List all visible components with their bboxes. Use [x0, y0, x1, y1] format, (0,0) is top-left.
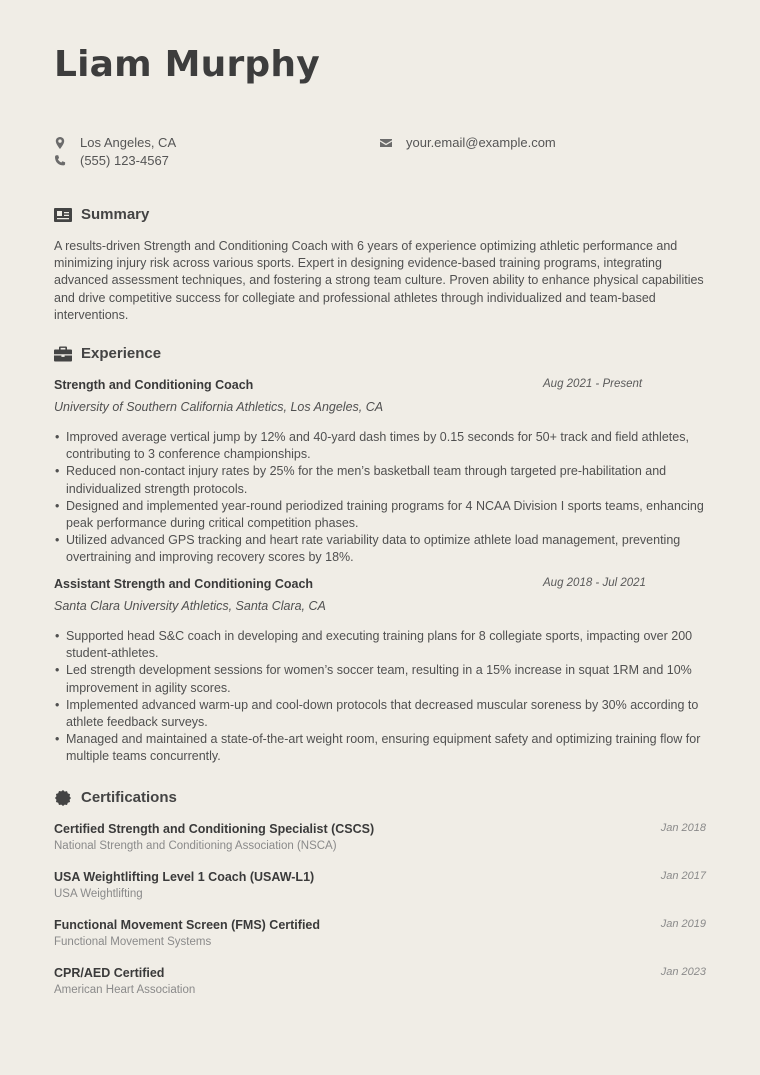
list-item: • Reduced non-contact injury rates by 25% for the men’s basketball team through targeted pre-habilitation and individualized strength protocols. — [54, 463, 706, 497]
list-item: • Implemented advanced warm-up and cool-down protocols that decreased muscular soreness by 30% according to athlete feedback surveys. — [54, 697, 706, 731]
summary-heading-text: Summary — [81, 206, 150, 223]
job-organization: University of Southern California Athletics, Los Angeles, CA — [54, 400, 384, 414]
contact-phone — [54, 153, 169, 168]
cert-organization: National Strength and Conditioning Association (NSCA) — [54, 840, 337, 852]
cert-date: Jan 2019 — [660, 918, 706, 930]
list-item: • Managed and maintained a state-of-the-art weight room, ensuring equipment safety and optimizing training flow for multiple teams concurrently. — [54, 731, 706, 765]
job-bullets — [54, 429, 706, 567]
job-date: Aug 2018 - Jul 2021 — [543, 577, 646, 589]
list-item: • Designed and implemented year-round periodized training programs for 4 NCAA Division I sports teams, enhancing peak performance during critical competition phases. — [54, 498, 706, 532]
map-pin-icon — [54, 137, 66, 149]
cert-date: Jan 2017 — [660, 870, 706, 882]
cert-date: Jan 2018 — [660, 822, 706, 834]
cert-organization: Functional Movement Systems — [54, 936, 212, 948]
phone-text: (555) 123-4567 — [80, 153, 169, 168]
certifications-heading — [54, 789, 177, 806]
summary-text: A results-driven Strength and Conditioning Coach with 6 years of experience optimizing athletic performance and minimizing injury risk across various sports. Expert in designing evidence-based training programs, integrating advanced assessment techniques, and fostering a strong team culture. Proven ability to enhance physical capabilities and drive competitive success for collegiate and professional athletes through individualized and team-based interventions. — [54, 239, 704, 322]
list-item: • Supported head S&C coach in developing and executing training plans for 8 collegiate sports, impacting over 200 student-athletes. — [54, 628, 706, 662]
certifications-heading-text: Certifications — [81, 789, 177, 806]
job-title: Assistant Strength and Conditioning Coach — [54, 577, 314, 591]
phone-icon — [54, 155, 66, 167]
badge-icon — [54, 790, 72, 806]
id-card-icon — [54, 207, 72, 223]
list-item: • Led strength development sessions for women’s soccer team, resulting in a 15% increase in squat 1RM and 10% improvement in agility scores. — [54, 662, 706, 696]
cert-title: Certified Strength and Conditioning Specialist (CSCS) — [54, 822, 375, 836]
candidate-name: Liam Murphy — [54, 44, 320, 85]
contact-email — [380, 135, 556, 150]
summary-heading — [54, 206, 149, 223]
email-link[interactable]: your.email@example.com — [406, 135, 556, 150]
location-text: Los Angeles, CA — [80, 135, 177, 150]
envelope-icon — [380, 137, 392, 149]
experience-heading — [54, 345, 161, 362]
cert-organization: USA Weightlifting — [54, 888, 143, 900]
job-title: Strength and Conditioning Coach — [54, 378, 254, 392]
cert-organization: American Heart Association — [54, 984, 196, 996]
cert-title: Functional Movement Screen (FMS) Certified — [54, 918, 321, 932]
list-item: • Improved average vertical jump by 12% and 40-yard dash times by 0.15 seconds for 50+ track and field athletes, contributing to 3 conference championships. — [54, 429, 706, 463]
job-date: Aug 2021 - Present — [543, 378, 643, 390]
contact-location — [54, 135, 176, 150]
cert-title: USA Weightlifting Level 1 Coach (USAW-L1) — [54, 870, 315, 884]
job-organization: Santa Clara University Athletics, Santa Clara, CA — [54, 599, 326, 613]
experience-heading-text: Experience — [81, 345, 162, 362]
list-item: • Utilized advanced GPS tracking and heart rate variability data to optimize athlete load management, preventing overtraining and improving recovery scores by 18%. — [54, 532, 706, 566]
briefcase-icon — [54, 346, 72, 362]
job-bullets — [54, 628, 706, 766]
cert-date: Jan 2023 — [660, 966, 706, 978]
cert-title: CPR/AED Certified — [54, 966, 165, 980]
